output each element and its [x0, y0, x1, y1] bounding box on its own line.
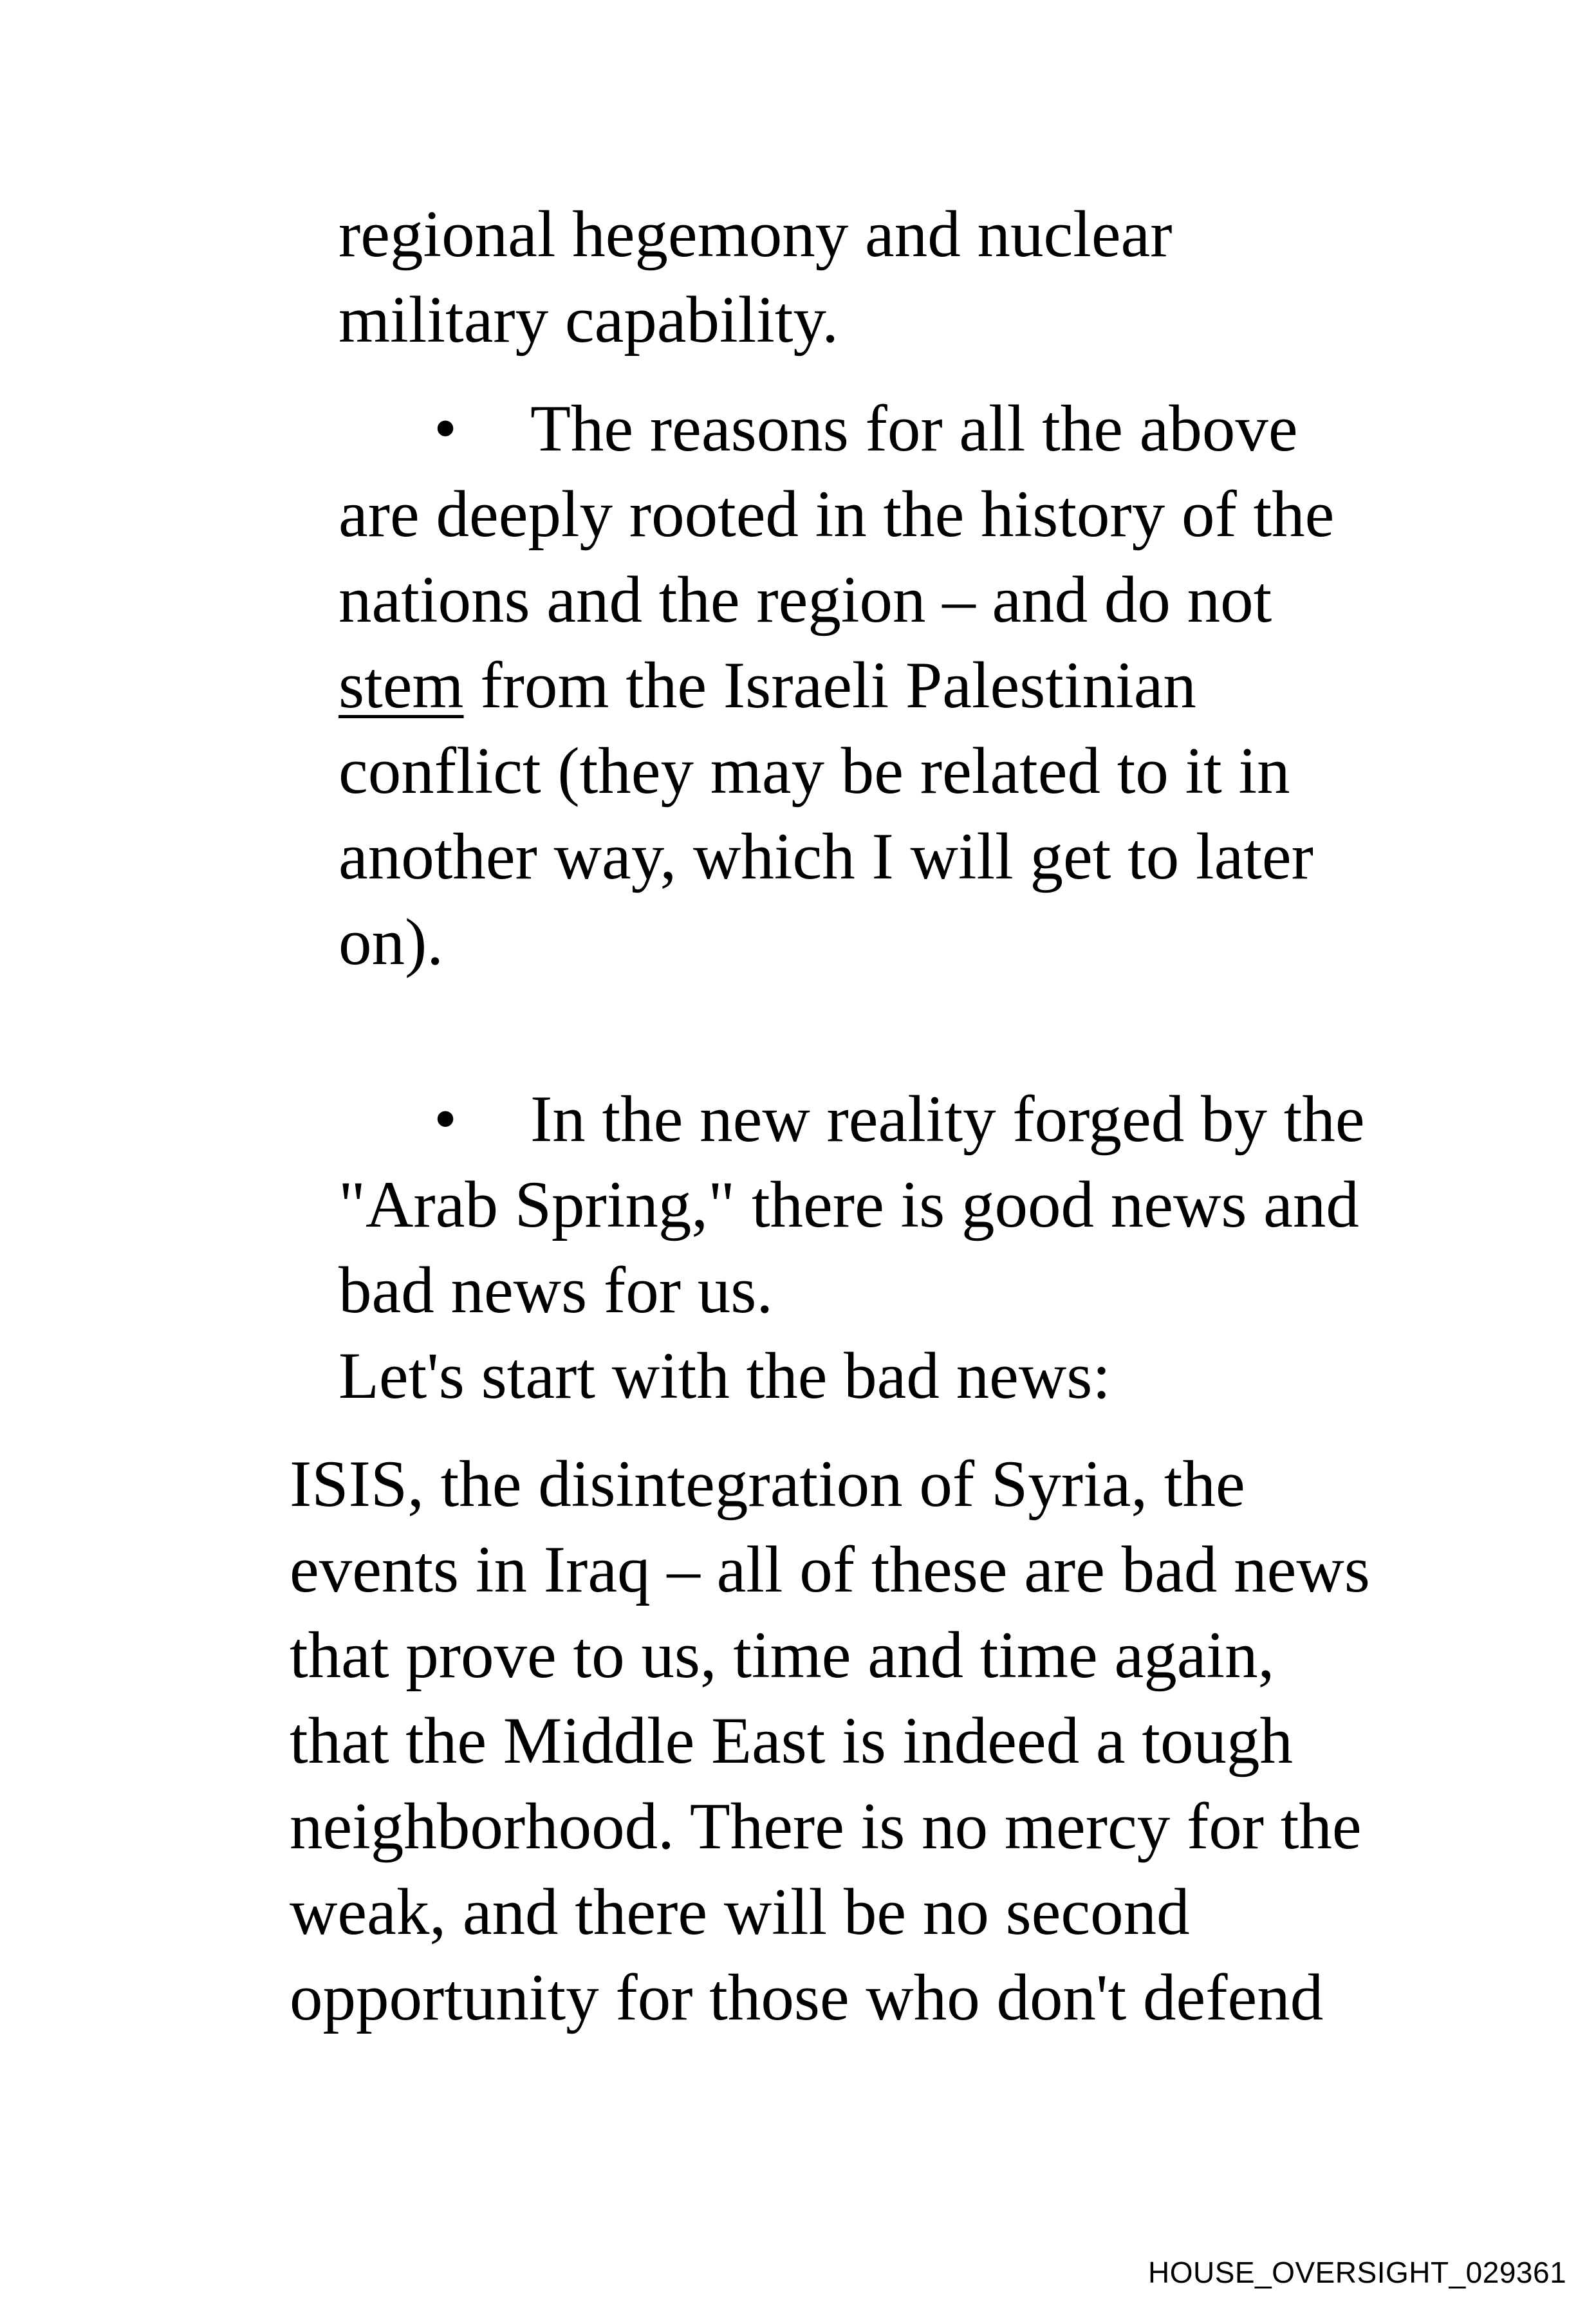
text-line: that prove to us, time and time again, [290, 1619, 1275, 1692]
document-id-footer: HOUSE_OVERSIGHT_029361 [1148, 2256, 1567, 2289]
bullet-icon: • [434, 392, 458, 465]
bullet-item-arab-spring [339, 1077, 1365, 1419]
text-line: In the new reality forged by the [530, 1082, 1365, 1156]
text-line: conflict (they may be related to it in [339, 734, 1290, 808]
text-line: neighborhood. There is no mercy for the [290, 1790, 1362, 1863]
underlined-word: stem [339, 649, 464, 722]
text-line: ISIS, the disintegration of Syria, the [290, 1447, 1245, 1521]
bullet-item-reasons [339, 386, 1334, 985]
body-paragraph [290, 1442, 1370, 2041]
text-line: opportunity for those who don't defend [290, 1961, 1324, 2034]
bullet-icon: • [434, 1082, 458, 1156]
text-line: are deeply rooted in the history of the [339, 478, 1335, 551]
text-line: Let's start with the bad news: [339, 1339, 1111, 1413]
text-line: events in Iraq – all of these are bad news [290, 1533, 1370, 1606]
text-fragment: from the Israeli Palestinian [463, 649, 1196, 722]
text-line: regional hegemony and nuclear [339, 198, 1173, 271]
text-line: another way, which I will get to later [339, 820, 1313, 893]
text-line [339, 643, 1334, 729]
text-line: on). [339, 905, 444, 979]
text-line: that the Middle East is indeed a tough [290, 1704, 1293, 1778]
text-line: bad news for us. [339, 1254, 774, 1327]
text-line: The reasons for all the above [530, 392, 1298, 465]
text-line: military capability. [339, 283, 839, 357]
text-line: "Arab Spring," there is good news and [339, 1168, 1359, 1241]
text-line: weak, and there will be no second [290, 1875, 1190, 1949]
continued-text-block [339, 192, 1173, 363]
text-line: nations and the region – and do not [339, 563, 1272, 636]
